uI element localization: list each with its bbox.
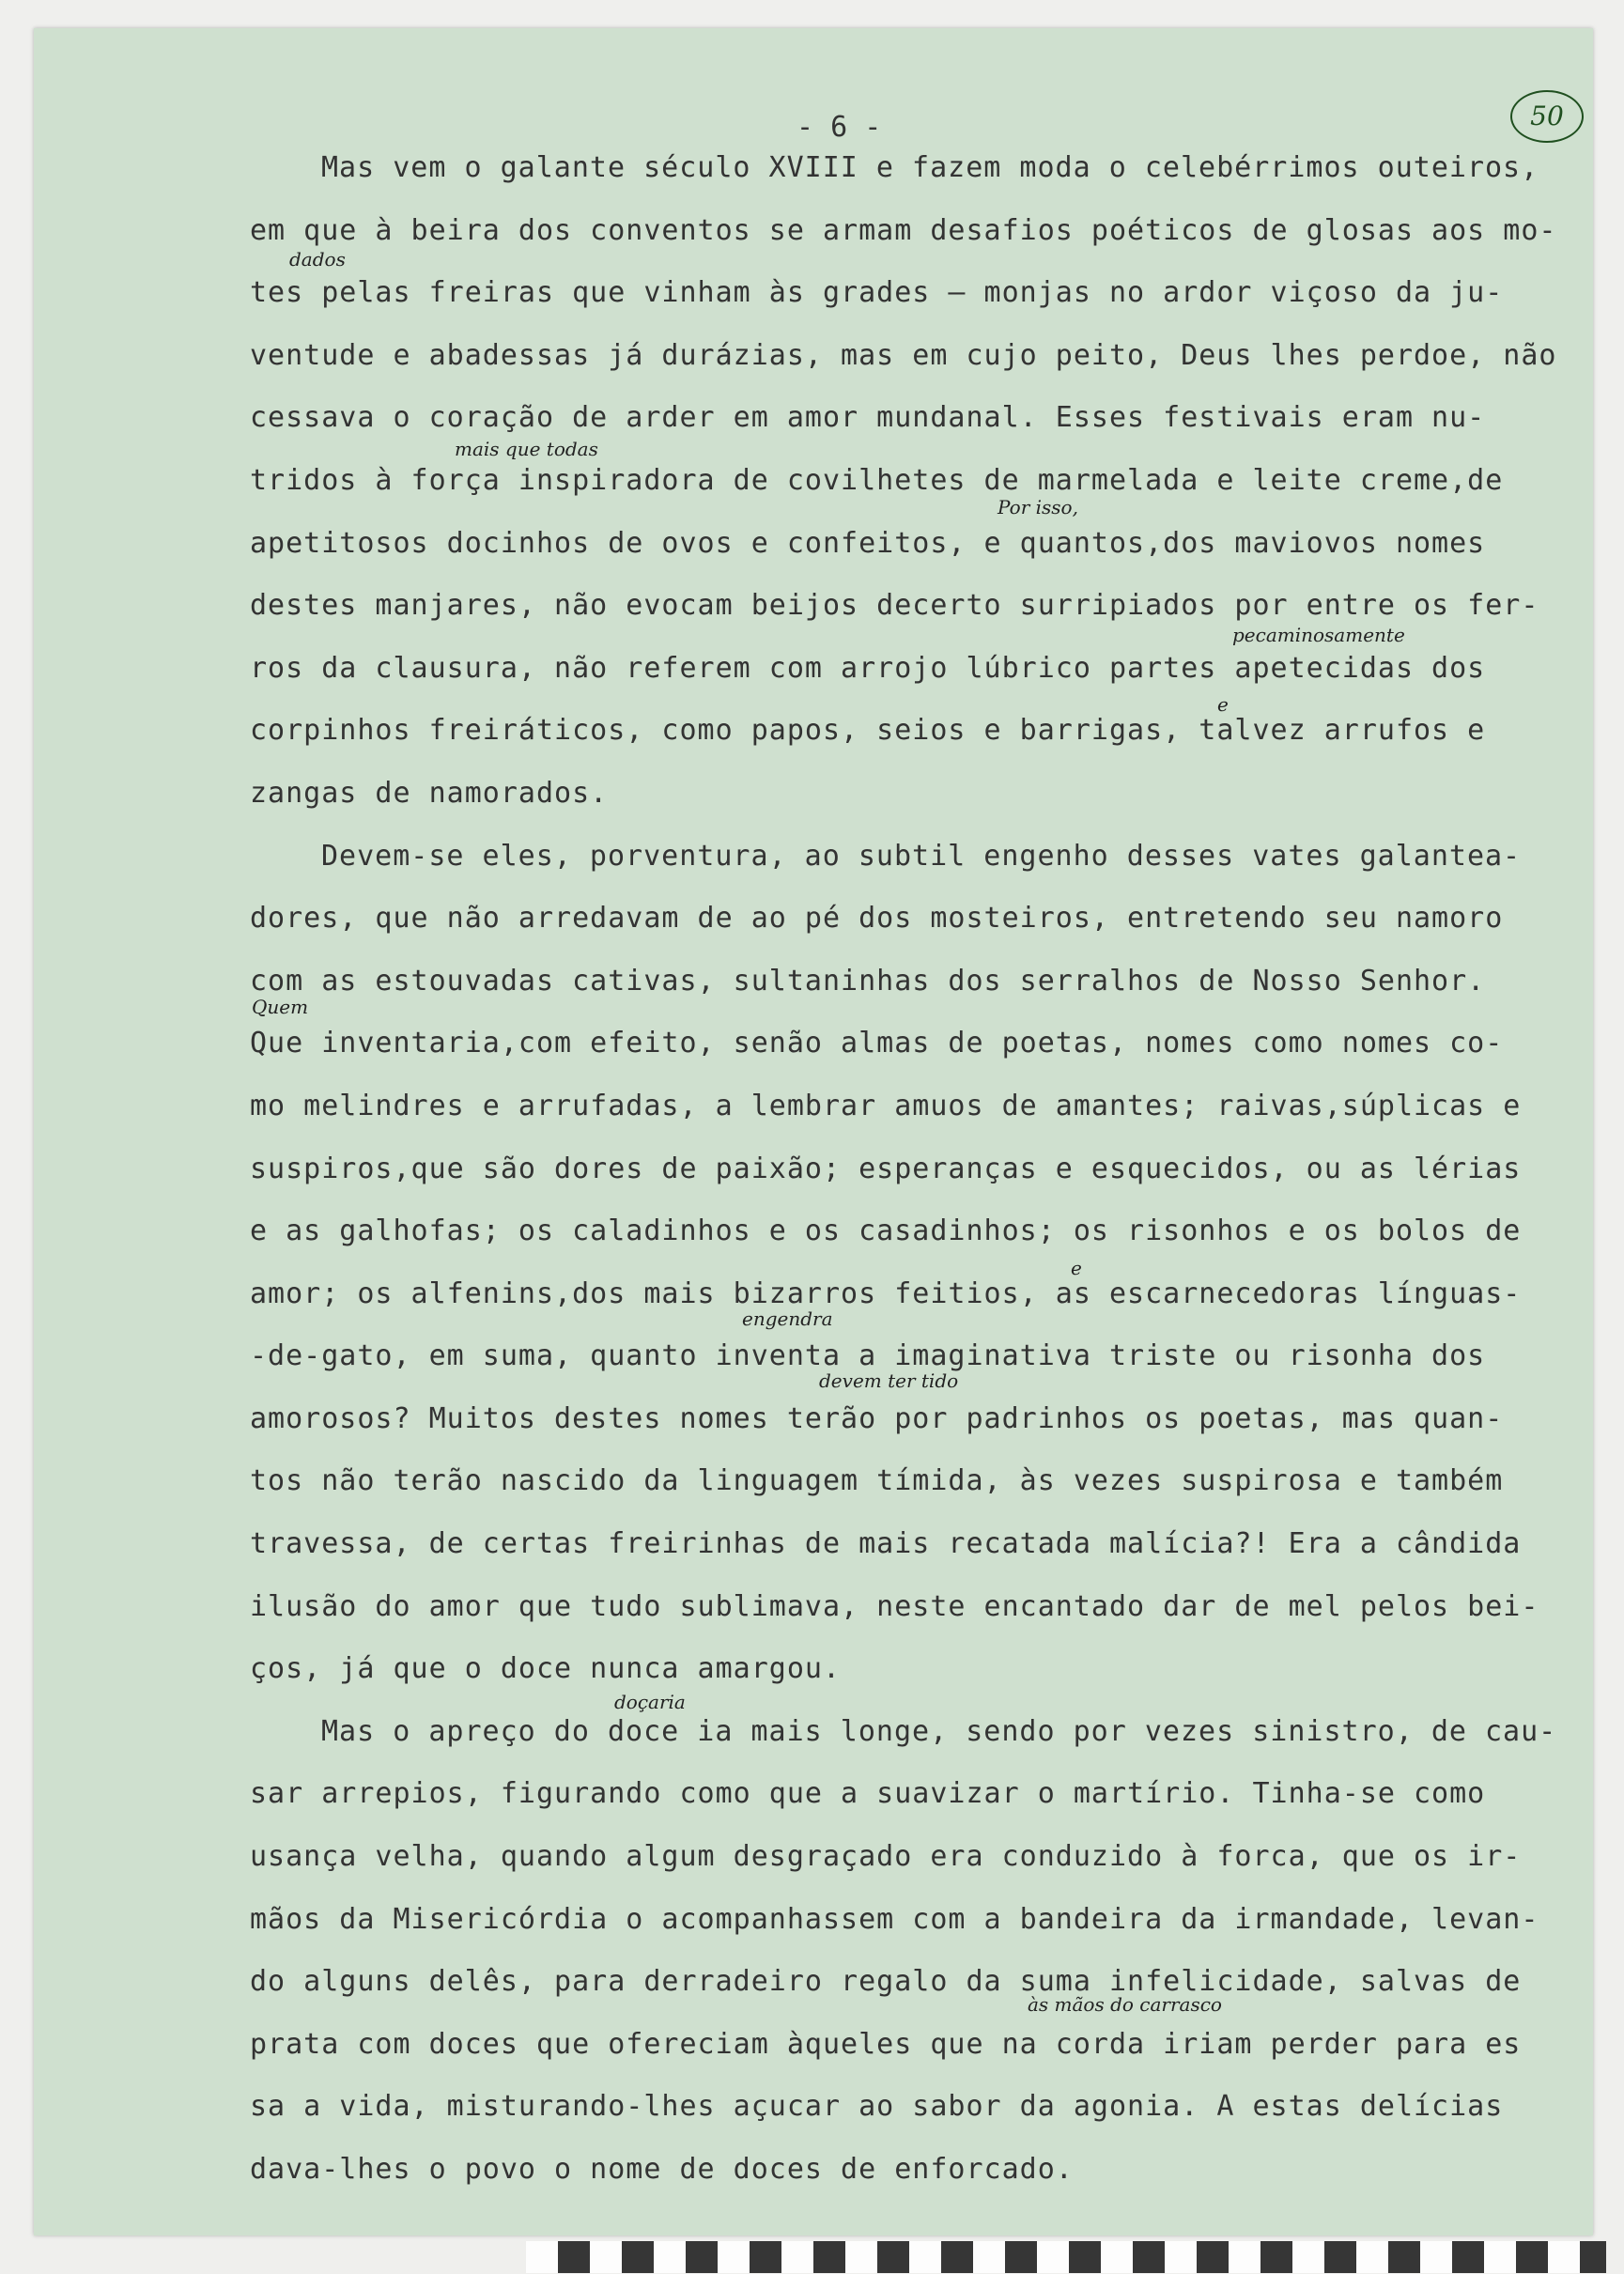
page-number: - 6 - [797,111,882,144]
text-line: corpinhos freiráticos, como papos, seios e barrigas, talvez arrufos e [250,714,1486,748]
text-line: tos não terão nascido da linguagem tímida, às vezes suspirosa e também [250,1464,1504,1498]
text-line: usança velha, quando algum desgraçado era conduzido à forca, que os ir- [250,1840,1522,1874]
text-line: Mas o apreço do doce ia mais longe, sendo por vezes sinistro, de cau- [321,1714,1557,1748]
folio-stamp: 50 [1510,90,1584,143]
text-line: -de-gato, em suma, quanto inventa a imaginativa triste ou risonha dos [250,1339,1486,1373]
text-line: ços, já que o doce nunca amargou. [250,1652,842,1686]
text-line: Que inventaria,com efeito, senão almas de poetas, nomes como nomes co- [250,1027,1504,1060]
text-line: amor; os alfenins,dos mais bizarros feitios, as escarnecedoras línguas- [250,1276,1522,1310]
handwritten-annotation: às mãos do carrasco [1028,1993,1222,2016]
handwritten-annotation: dados [289,248,346,271]
text-line: zangas de namorados. [250,776,609,810]
text-line: prata com doces que ofereciam àqueles que na corda iriam perder para es [250,2027,1522,2061]
text-line: apetitosos docinhos de ovos e confeitos, e quantos,dos maviovos nomes [250,526,1486,560]
scale-ruler [526,2241,1606,2273]
text-line: em que à beira dos conventos se armam desafios poéticos de glosas aos mo- [250,213,1557,247]
handwritten-annotation: mais que todas [455,438,598,460]
handwritten-annotation: doçaria [614,1691,686,1713]
handwritten-annotation: e [1071,1257,1082,1279]
text-line: dores, que não arredavam de ao pé dos mosteiros, entretendo seu namoro [250,902,1504,936]
text-line: do alguns delês, para derradeiro regalo da suma infelicidade, salvas de [250,1965,1522,1999]
text-line: Mas vem o galante século XVIII e fazem moda o celebérrimos outeiros, [321,151,1539,184]
text-line: ros da clausura, não referem com arrojo lúbrico partes apetecidas dos [250,651,1486,685]
handwritten-annotation: devem ter tido [819,1369,959,1392]
text-line: mo melindres e arrufadas, a lembrar amuos de amantes; raivas,súplicas e [250,1089,1522,1122]
text-line: sar arrepios, figurando como que a suavizar o martírio. Tinha-se como [250,1777,1486,1811]
text-line: amorosos? Muitos destes nomes terão por padrinhos os poetas, mas quan- [250,1401,1504,1435]
text-line: destes manjares, não evocam beijos decerto surripiados por entre os fer- [250,589,1539,623]
text-line: tridos à força inspiradora de covilhetes de marmelada e leite creme,de [250,463,1504,497]
text-line: cessava o coração de arder em amor mundanal. Esses festivais eram nu- [250,401,1486,435]
typed-text-body [250,137,1584,2202]
text-line: e as galhofas; os caladinhos e os casadinhos; os risonhos e os bolos de [250,1214,1522,1248]
text-line: ventude e abadessas já durázias, mas em cujo peito, Deus lhes perdoe, não [250,338,1557,372]
text-line: Devem-se eles, porventura, ao subtil engenho desses vates galantea- [321,839,1522,873]
text-line: travessa, de certas freirinhas de mais recatada malícia?! Era a cândida [250,1527,1522,1561]
handwritten-annotation: engendra [742,1307,833,1330]
handwritten-annotation: Por isso, [998,496,1078,518]
text-line: com as estouvadas cativas, sultaninhas dos serralhos de Nosso Senhor. [250,964,1486,998]
handwritten-annotation: pecaminosamente [1232,624,1405,646]
text-line: tes pelas freiras que vinham às grades — monjas no ardor viçoso da ju- [250,276,1504,310]
text-line: dava-lhes o povo o nome de doces de enforcado. [250,2153,1074,2186]
text-line: sa a vida, misturando-lhes açucar ao sabor da agonia. A estas delícias [250,2090,1504,2124]
text-line: suspiros,que são dores de paixão; esperanças e esquecidos, ou as lérias [250,1152,1522,1185]
handwritten-annotation: Quem [252,996,309,1018]
handwritten-annotation: e [1217,693,1229,716]
text-line: mãos da Misericórdia o acompanhassem com a bandeira da irmandade, levan- [250,1902,1539,1936]
text-line: ilusão do amor que tudo sublimava, neste encantado dar de mel pelos bei- [250,1589,1539,1623]
